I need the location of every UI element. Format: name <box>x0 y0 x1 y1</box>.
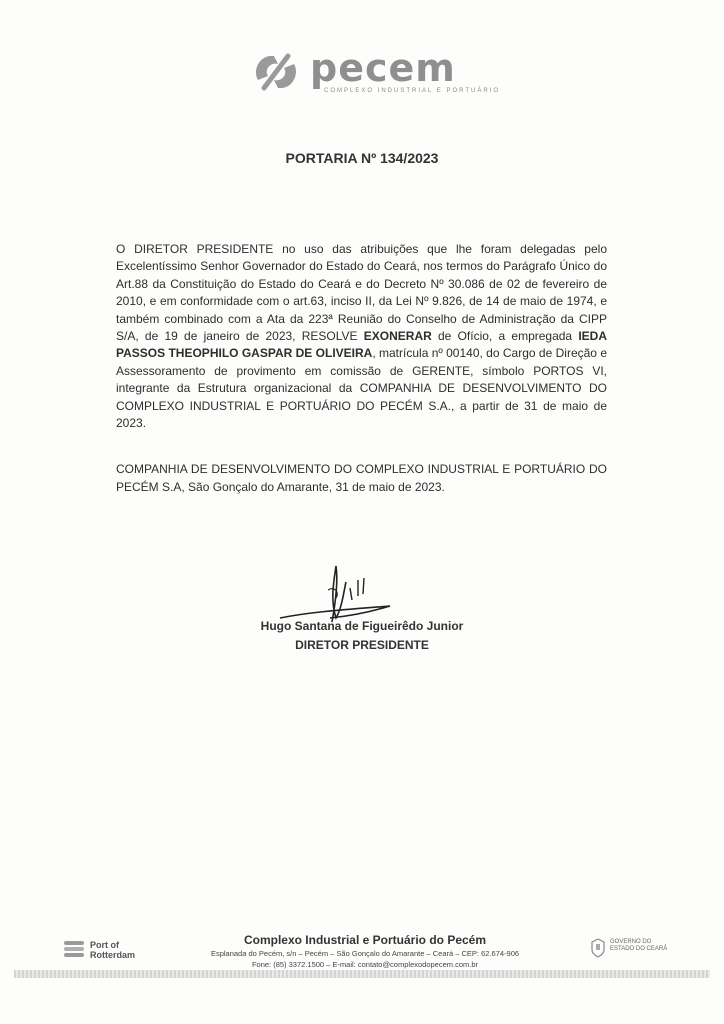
footer-band <box>14 970 710 978</box>
closing-paragraph: COMPANHIA DE DESENVOLVIMENTO DO COMPLEXO INDUSTRIAL E PORTUÁRIO DO PECÉM S.A, São Gonçalo do Amarante, 31 de maio de 2023. <box>116 462 607 494</box>
body-text-3: , matrícula nº 00140, do Cargo de Direção e Assessoramento de provimento em comissão de GERENTE, símbolo PORTOS VI, integrante da Estrutura organizacional da COMPANHIA DE DESENVOLVIMENTO DO COMPLEXO INDUSTRIAL E PORTUÁRIO DO PECÉM S.A., a partir de 31 de maio de 2023. <box>116 346 607 431</box>
footer-contact: Fone: (85) 3372.1500 – E-mail: contato@complexodopecem.com.br <box>251 960 479 969</box>
document-title: PORTARIA Nº 134/2023 <box>285 150 439 166</box>
footer-address: Esplanada do Pecém, s/n – Pecém – São Gonçalo do Amarante – Ceará – CEP: 62.674-906 <box>210 949 520 958</box>
gov-logo-line-1: GOVERNO DO <box>610 939 652 945</box>
signer-name: Hugo Santana de Figueirêdo Junior <box>260 619 464 633</box>
ceara-seal-icon <box>590 938 606 958</box>
port-logo-line-2: Rotterdam <box>90 950 136 960</box>
footer-title: Complexo Industrial e Portuário do Pecém <box>243 933 487 947</box>
logo-wordmark: pecem <box>310 46 456 90</box>
rotterdam-mark-icon <box>62 938 86 960</box>
document-body <box>116 241 607 432</box>
government-ceara-logo <box>590 938 680 964</box>
body-text-2: de Ofício, a empregada <box>431 329 579 344</box>
signer-role: DIRETOR PRESIDENTE <box>295 638 429 652</box>
port-logo-line-1: Port of <box>90 940 119 950</box>
body-bold-exonerar: EXONERAR <box>363 329 432 344</box>
gov-logo-line-2: ESTADO DO CEARÁ <box>610 946 668 952</box>
port-of-rotterdam-logo <box>62 938 152 964</box>
footer-info <box>180 933 550 970</box>
body-bold-employee-name: IEDA PASSOS THEOPHILO GASPAR DE OLIVEIRA <box>116 329 608 361</box>
body-text-1: O DIRETOR PRESIDENTE no uso das atribuições que lhe foram delegadas pelo Excelentíssimo Senhor Governador do Estado do Ceará, nos termos do Parágrafo Único do Art.88 da Constituição do Estado do Ceará e do Decreto Nº 30.086 de 02 de fevereiro de 2010, e em conformidade com o art.63, inciso II, da Lei Nº 9.826, de 14 de maio de 1974, e também combinado com a Ata da 223ª Reunião do Conselho de Administração da CIPP S/A, de 19 de janeiro de 2023, RESOLVE <box>116 242 607 344</box>
pecem-mark-icon <box>248 44 304 100</box>
logo-tagline: COMPLEXO INDUSTRIAL E PORTUÁRIO <box>324 88 501 94</box>
pecem-logo <box>248 44 501 100</box>
